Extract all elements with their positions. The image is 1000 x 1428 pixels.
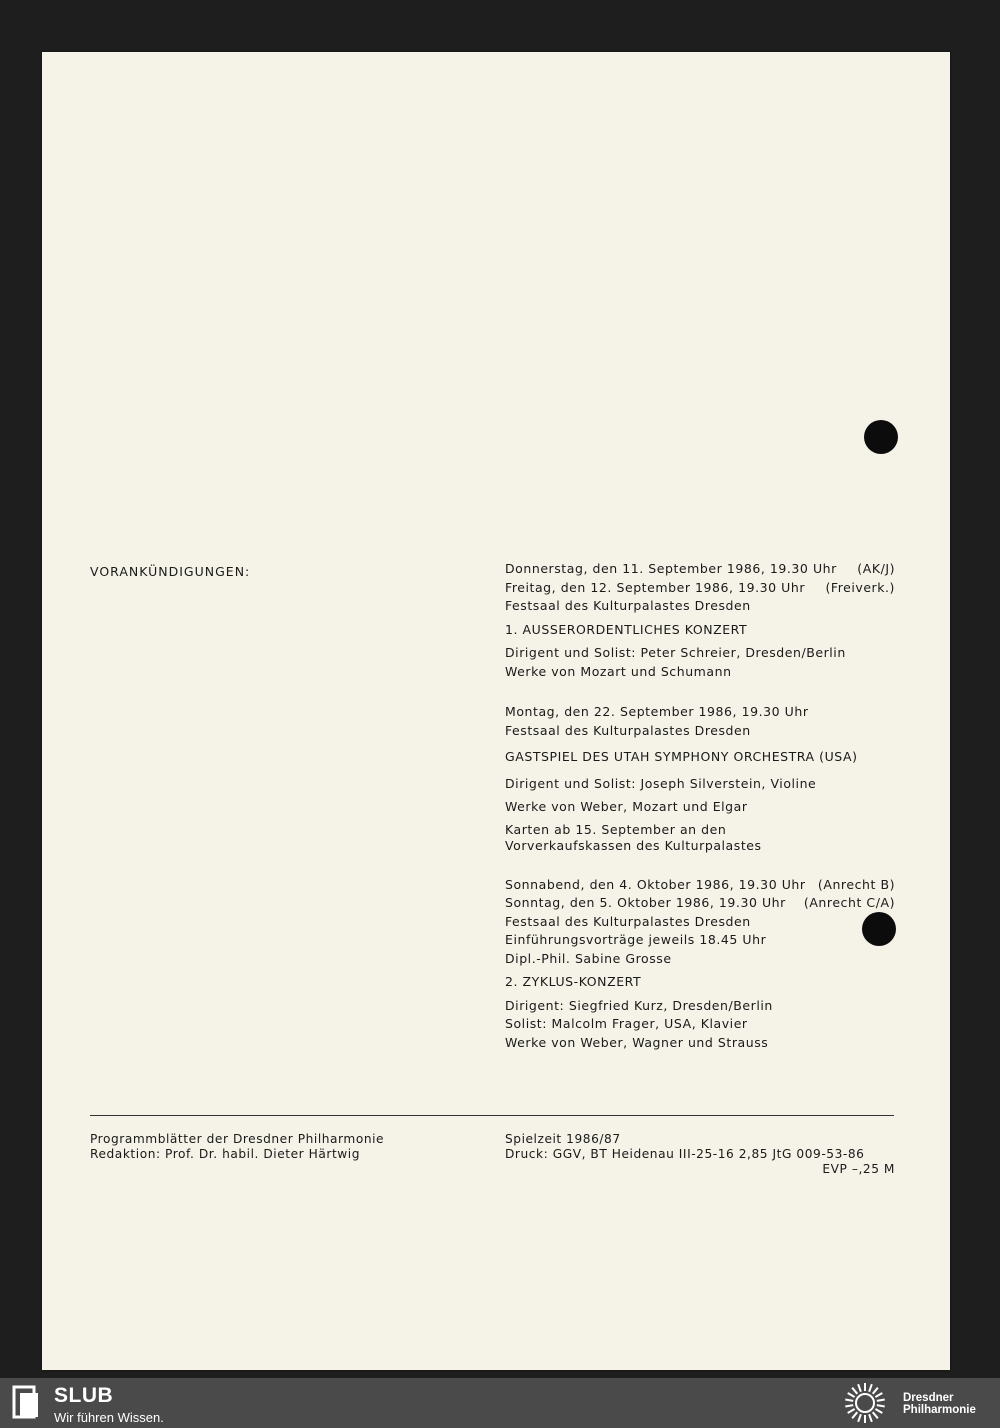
events-column [505,560,895,1052]
event-date-line: Sonnabend, den 4. Oktober 1986, 19.30 Uhr (Anrecht B) [505,876,895,892]
event-title: 2. ZYKLUS-KONZERT [505,974,642,989]
event-title: GASTSPIEL DES UTAH SYMPHONY ORCHESTRA (USA) [505,749,858,764]
punch-hole [864,420,898,454]
punch-hole [862,912,896,946]
event-date-line: Donnerstag, den 11. September 1986, 19.30 Uhr (AK/J) [505,561,895,576]
event-speaker: Dipl.-Phil. Sabine Grosse [505,950,672,966]
footer-divider [90,1115,894,1116]
philharmonie-logo-icon[interactable] [843,1382,887,1424]
event-date-line: Sonntag, den 5. Oktober 1986, 19.30 Uhr (Anrecht C/A) [505,895,895,910]
event-1 [505,560,895,681]
event-detail: Dirigent und Solist: Joseph Silverstein, Violine [505,775,817,791]
event-detail: Solist: Malcolm Frager, USA, Klavier [505,1016,748,1031]
event-detail: Werke von Mozart und Schumann [505,663,732,679]
event-venue: Festsaal des Kulturpalastes Dresden [505,598,751,613]
footer-print-info: Spielzeit 1986/87 Druck: GGV, BT Heidenau III-25-16 2,85 JtG 009-53-86 EVP –,25 M [505,1132,895,1176]
slub-logo-icon[interactable] [12,1385,40,1419]
event-date-line: Freitag, den 12. September 1986, 19.30 Uhr (Freiverk.) [505,579,895,595]
event-title: 1. AUSSERORDENTLICHES KONZERT [505,621,748,637]
program-sheet [42,52,950,1370]
event-intro-talk: Einführungsvorträge jeweils 18.45 Uhr [505,932,767,947]
event-detail: Werke von Weber, Mozart und Elgar [505,799,748,814]
slub-brand[interactable]: SLUB [54,1384,114,1407]
event-detail: Werke von Weber, Wagner und Strauss [505,1034,769,1050]
event-venue: Festsaal des Kulturpalastes Dresden [505,722,751,738]
event-date-line: Montag, den 22. September 1986, 19.30 Uhr [505,704,809,719]
announcements-heading: VORANKÜNDIGUNGEN: [90,564,251,579]
price: EVP –,25 M [822,1162,895,1176]
viewer-bottom-bar [0,1378,1000,1428]
event-3 [505,876,895,1053]
footer-publisher: Programmblätter der Dresdner Philharmonie Redaktion: Prof. Dr. habil. Dieter Härtwig [90,1132,385,1161]
event-venue: Festsaal des Kulturpalastes Dresden [505,913,751,929]
philharmonie-name[interactable]: Dresdner Philharmonie [903,1392,976,1416]
event-detail: Dirigent und Solist: Peter Schreier, Dresden/Berlin [505,645,846,660]
event-tickets: Vorverkaufskassen des Kulturpalastes [505,837,762,853]
event-tickets: Karten ab 15. September an den [505,821,727,837]
event-2 [505,703,895,854]
slub-tagline: Wir führen Wissen. [54,1410,164,1425]
event-detail: Dirigent: Siegfried Kurz, Dresden/Berlin [505,997,773,1013]
